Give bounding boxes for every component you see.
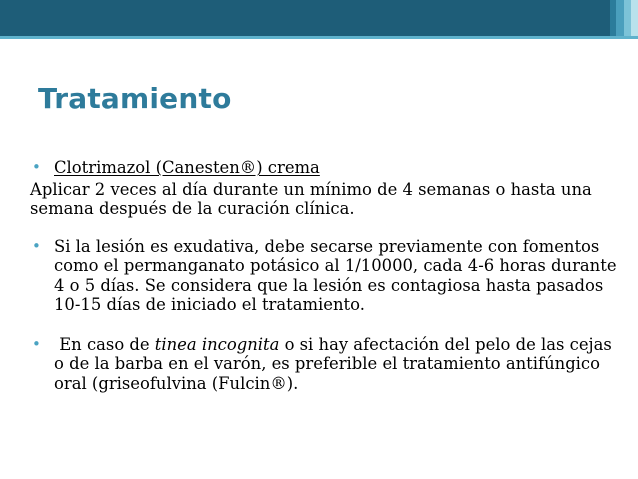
bullet-dot-icon: • [32,236,41,255]
bullet-item [30,237,620,315]
bullet-text-start: En caso de [59,334,155,354]
bullet-item [30,158,620,178]
slide-title: Tratamiento [38,82,232,115]
slide-body [30,158,620,393]
bullet-dot-icon: • [32,334,41,353]
bullet-dot-icon: • [32,158,41,176]
header-band [0,0,638,36]
header-band-stripe [616,0,624,36]
bullet-text: Clotrimazol (Canesten®) crema [54,158,320,177]
header-accent-rule [0,36,638,39]
bullet-text-italic: tinea incognita [154,334,280,354]
bullet-item [30,335,620,394]
bullet-text [54,335,612,393]
header-band-stripe [631,0,638,36]
header-band-stripe [624,0,631,36]
paragraph-text: Aplicar 2 veces al día durante un mínimo de 4 semanas o hasta una semana después de la curación clínica. [30,179,592,218]
bullet-text: Si la lesión es exudativa, debe secarse previamente con fomentos como el permanganato potásico al 1/10000, cada 4-6 horas durante 4 o 5 días. Se considera que la lesión es contagiosa hasta pasados 10-15 días de iniciado el tratamiento. [54,236,617,314]
bullet-text-end: o si hay afectación del pelo de las cejas o de la barba en el varón, es preferible el tratamiento antifúngico oral (griseofulvina (Fulcin®). [54,334,612,393]
header-band-main [0,0,610,36]
